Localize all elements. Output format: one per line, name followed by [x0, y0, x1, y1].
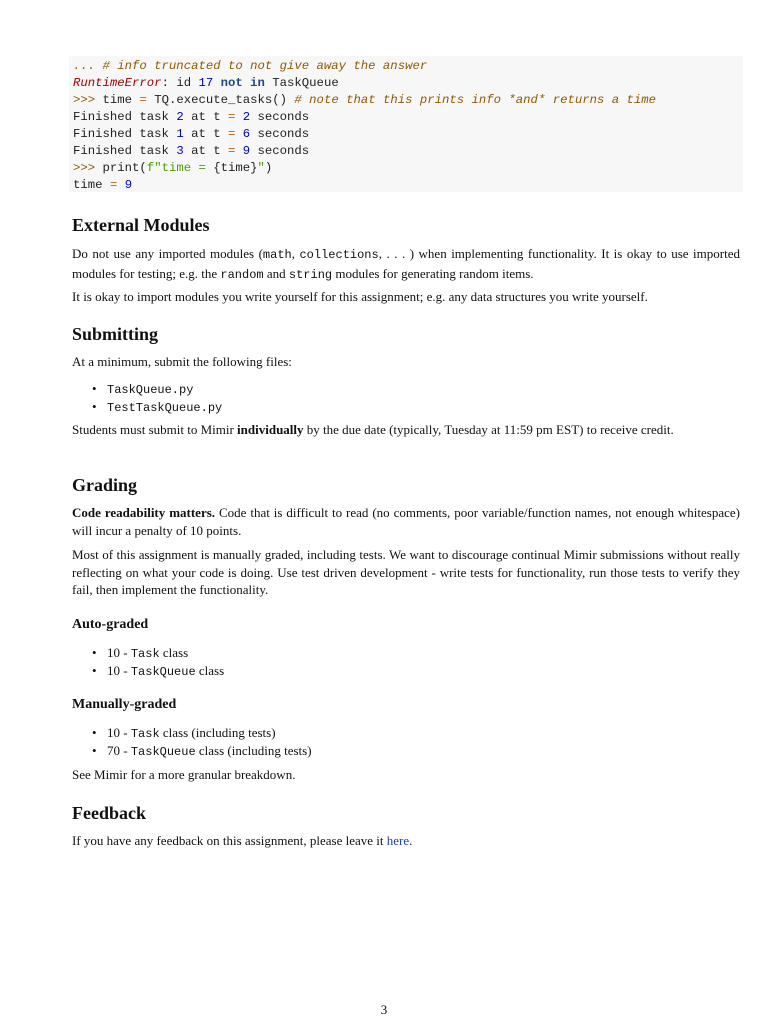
external-modules-paragraph-2: It is okay to import modules you write yourself for this assignment; e.g. any data structures you write yourself. — [72, 289, 648, 304]
text: class — [159, 645, 189, 660]
points: 10 - — [107, 662, 131, 678]
code-text: TaskQueue — [264, 76, 339, 90]
inline-code: Task — [130, 727, 160, 741]
list-item — [92, 742, 312, 760]
code-text: at t — [183, 110, 228, 124]
code-text: seconds — [250, 110, 310, 124]
text: , — [291, 246, 300, 261]
text: modules for generating random items. — [332, 265, 534, 281]
section-heading-feedback: Feedback — [72, 803, 146, 823]
feedback-link[interactable]: here — [386, 833, 410, 848]
bullet: • — [92, 645, 97, 660]
code-text: : id — [161, 76, 199, 90]
points: 10 - — [107, 645, 131, 660]
code-prompt: >>> — [73, 161, 103, 175]
code-number: 6 — [242, 127, 251, 141]
submit-file-list — [92, 380, 222, 415]
code-text: at t — [183, 144, 228, 158]
text: class (including tests) — [195, 742, 312, 758]
code-number: 1 — [176, 127, 184, 141]
code-line — [73, 143, 739, 160]
subheading-auto-graded: Auto-graded — [72, 617, 149, 632]
text: , . . . ) when implementing functionality. It is okay to use imported modules for testing; e.g. the — [72, 246, 740, 281]
points: 10 - — [107, 725, 131, 740]
code-error-name: RuntimeError — [73, 76, 162, 90]
code-keyword: not in — [220, 76, 265, 90]
bold-text: individually — [237, 422, 304, 437]
code-text: Finished task — [73, 127, 177, 141]
code-interpolation: {time} — [213, 161, 258, 175]
code-block — [69, 56, 743, 192]
code-text: seconds — [250, 127, 310, 141]
file-name: TaskQueue.py — [107, 383, 194, 397]
feedback-paragraph — [72, 832, 740, 850]
file-name: TestTaskQueue.py — [107, 400, 223, 415]
code-number: 9 — [124, 178, 133, 192]
points: 70 - — [107, 742, 131, 758]
text: class (including tests) — [159, 725, 276, 740]
code-comment: # note that this prints info *and* returns a time — [294, 93, 657, 107]
manually-graded-list — [92, 724, 312, 759]
inline-code: TaskQueue — [130, 664, 196, 679]
code-number: 9 — [242, 144, 251, 158]
section-heading-grading: Grading — [72, 475, 138, 495]
text: Code that is difficult to read (no comments, poor variable/function names, not enough whitespace) will incur a penalty of 10 points. — [72, 505, 741, 538]
text: If you have any feedback on this assignment, please leave it — [72, 833, 387, 848]
inline-code: string — [288, 267, 333, 282]
bullet: • — [92, 662, 97, 678]
code-number: 2 — [242, 110, 251, 124]
list-item — [92, 644, 224, 662]
section-heading-submitting: Submitting — [72, 324, 159, 344]
code-text: time — [73, 178, 110, 192]
code-string: " — [257, 161, 265, 175]
grading-paragraph-2: Most of this assignment is manually graded, including tests. We want to discourage continual Mimir submissions without really reflecting on what your code is doing. Use test driven development - write tests for functionality, run those tests to verify they fail, then implement the functionality. — [72, 547, 740, 597]
list-item — [92, 662, 224, 680]
code-text: TQ.execute_tasks() — [146, 93, 295, 107]
code-string: f"time = — [146, 161, 214, 175]
submitting-paragraph — [72, 421, 740, 439]
code-number: 17 — [198, 76, 214, 90]
code-line — [73, 177, 739, 194]
bullet: • — [92, 381, 97, 396]
inline-code: Task — [130, 647, 160, 661]
code-line — [73, 160, 739, 177]
bullet: • — [92, 725, 97, 740]
list-item — [92, 398, 222, 416]
code-text: ) — [264, 161, 273, 175]
page-number: 3 — [380, 1002, 388, 1017]
see-mimir-note: See Mimir for a more granular breakdown. — [72, 767, 296, 782]
text: class — [195, 662, 225, 678]
code-line — [73, 109, 739, 126]
inline-code: random — [220, 267, 264, 282]
submitting-intro: At a minimum, submit the following files: — [72, 354, 292, 369]
code-text: at t — [183, 127, 228, 141]
code-comment: ... # info truncated to not give away the answer — [73, 59, 428, 73]
code-text: Finished task — [73, 110, 177, 124]
bold-text: Code readability matters. — [72, 505, 216, 520]
auto-graded-list — [92, 644, 224, 679]
code-number: 2 — [176, 110, 184, 124]
code-text: print( — [102, 161, 147, 175]
text: and — [263, 265, 289, 281]
inline-code: collections — [299, 248, 379, 262]
inline-code: math — [262, 248, 292, 262]
code-operator: = — [139, 93, 147, 107]
code-operator: = — [109, 178, 118, 192]
code-text: Finished task — [73, 144, 177, 158]
code-text: time — [102, 93, 140, 107]
text: by the due date (typically, Tuesday at 11:59 pm EST) to receive credit. — [303, 422, 674, 437]
text: Do not use any imported modules ( — [72, 246, 263, 261]
list-item — [92, 380, 222, 398]
bullet: • — [92, 398, 97, 414]
code-line — [73, 92, 739, 109]
text: Students must submit to Mimir — [72, 422, 238, 437]
code-line — [73, 126, 739, 143]
code-number: 3 — [176, 144, 184, 158]
external-modules-paragraph — [72, 245, 740, 284]
text: . — [409, 833, 413, 848]
bullet: • — [92, 742, 97, 758]
code-prompt: >>> — [73, 93, 103, 107]
subheading-manually-graded: Manually-graded — [72, 697, 177, 712]
code-operator: = — [227, 144, 236, 158]
code-line — [73, 58, 739, 75]
grading-paragraph-1 — [72, 504, 740, 539]
section-heading-external-modules: External Modules — [72, 215, 210, 235]
code-operator: = — [227, 110, 236, 124]
code-line — [73, 75, 739, 92]
code-text: seconds — [250, 144, 310, 158]
list-item — [92, 724, 312, 742]
inline-code: TaskQueue — [130, 744, 196, 759]
code-operator: = — [227, 127, 236, 141]
